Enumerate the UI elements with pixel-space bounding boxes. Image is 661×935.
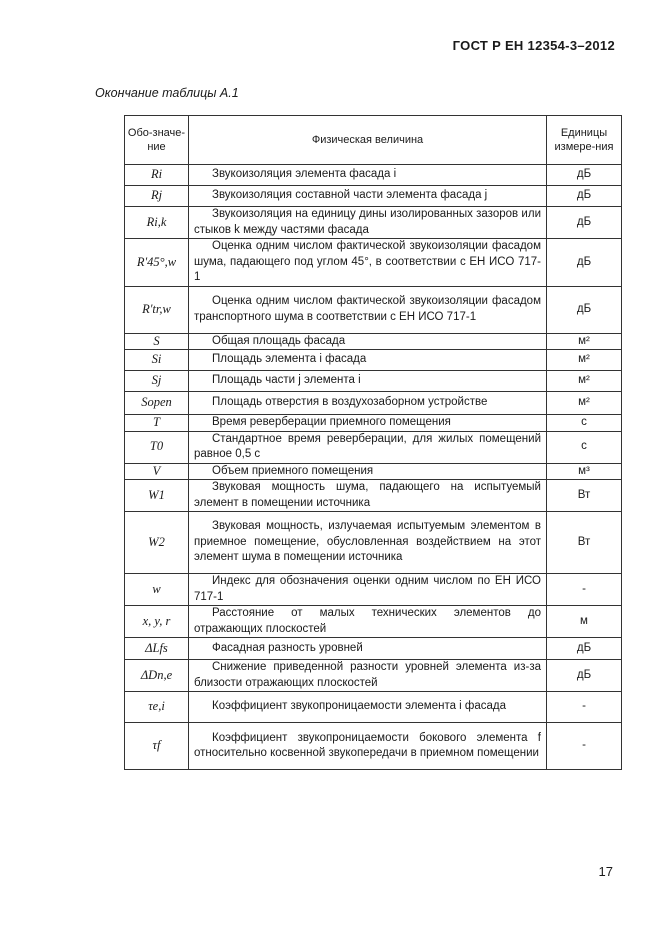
unit-cell: дБ: [547, 660, 622, 692]
description-cell: Индекс для обозначения оценки одним числом по ЕН ИСО 717-1: [189, 574, 547, 606]
description-cell: Площадь отверстия в воздухозаборном устройстве: [189, 392, 547, 415]
header-quantity: Физическая величина: [189, 116, 547, 165]
description-cell: Фасадная разность уровней: [189, 638, 547, 660]
symbol-cell: ΔDn,e: [125, 660, 189, 692]
description-cell: Площадь элемента i фасада: [189, 350, 547, 371]
table-row: [125, 350, 622, 371]
table-row: [125, 371, 622, 392]
table-row: [125, 723, 622, 770]
table-header-row: [125, 116, 622, 165]
symbol-cell: w: [125, 574, 189, 606]
description-cell: Звуковая мощность шума, падающего на испытуемый элемент в помещении источника: [189, 480, 547, 512]
table-caption: Окончание таблицы А.1: [95, 86, 239, 100]
unit-cell: м²: [547, 350, 622, 371]
symbol-cell: Ri: [125, 165, 189, 186]
description-cell: Стандартное время реверберации, для жилых помещений равное 0,5 с: [189, 431, 547, 463]
description-cell: Объем приемного помещения: [189, 463, 547, 480]
unit-cell: м²: [547, 333, 622, 350]
unit-cell: с: [547, 415, 622, 432]
symbol-cell: R'tr,w: [125, 286, 189, 333]
unit-cell: м³: [547, 463, 622, 480]
symbol-cell: W2: [125, 512, 189, 574]
symbol-cell: ΔLfs: [125, 638, 189, 660]
page-number: 17: [598, 864, 613, 879]
table-row: [125, 480, 622, 512]
description-cell: Звукоизоляция составной части элемента фасада j: [189, 186, 547, 207]
description-cell: Снижение приведенной разности уровней элемента из-за близости отражающих плоскостей: [189, 660, 547, 692]
header-symbol: Обо-значе-ние: [125, 116, 189, 165]
table-row: [125, 431, 622, 463]
symbol-cell: S: [125, 333, 189, 350]
table-row: [125, 207, 622, 239]
table-row: [125, 692, 622, 723]
table-row: [125, 463, 622, 480]
unit-cell: м²: [547, 392, 622, 415]
symbol-cell: Sopen: [125, 392, 189, 415]
description-cell: Коэффициент звукопроницаемости элемента i фасада: [189, 692, 547, 723]
unit-cell: -: [547, 692, 622, 723]
document-header: ГОСТ Р ЕН 12354-3–2012: [452, 38, 615, 53]
symbol-cell: W1: [125, 480, 189, 512]
table-row: [125, 286, 622, 333]
description-cell: Время реверберации приемного помещения: [189, 415, 547, 432]
unit-cell: -: [547, 574, 622, 606]
description-cell: Общая площадь фасада: [189, 333, 547, 350]
table-row: [125, 415, 622, 432]
unit-cell: -: [547, 723, 622, 770]
unit-cell: дБ: [547, 638, 622, 660]
table-row: [125, 186, 622, 207]
unit-cell: м: [547, 606, 622, 638]
unit-cell: дБ: [547, 165, 622, 186]
description-cell: Звукоизоляция элемента фасада i: [189, 165, 547, 186]
table-row: [125, 606, 622, 638]
symbol-cell: Rj: [125, 186, 189, 207]
symbol-cell: T0: [125, 431, 189, 463]
unit-cell: дБ: [547, 207, 622, 239]
table-row: [125, 660, 622, 692]
unit-cell: дБ: [547, 239, 622, 287]
unit-cell: с: [547, 431, 622, 463]
description-cell: Звуковая мощность, излучаемая испытуемым элементом в приемное помещение, обусловленная воздействием на этот элемент шума в помещении источника: [189, 512, 547, 574]
table-row: [125, 512, 622, 574]
table-row: [125, 165, 622, 186]
unit-cell: Вт: [547, 512, 622, 574]
symbol-cell: Si: [125, 350, 189, 371]
description-cell: Оценка одним числом фактической звукоизоляции фасадом транспортного шума в соответствии с ЕН ИСО 717-1: [189, 286, 547, 333]
unit-cell: дБ: [547, 186, 622, 207]
unit-cell: дБ: [547, 286, 622, 333]
symbols-table: [124, 115, 622, 770]
symbol-cell: V: [125, 463, 189, 480]
symbol-cell: Sj: [125, 371, 189, 392]
table-row: [125, 239, 622, 287]
unit-cell: м²: [547, 371, 622, 392]
description-cell: Коэффициент звукопроницаемости бокового элемента f относительно косвенной звукопередачи в приемном помещении: [189, 723, 547, 770]
table-row: [125, 392, 622, 415]
description-cell: Оценка одним числом фактической звукоизоляции фасадом шума, падающего под углом 45°, в соответствии с ЕН ИСО 717-1: [189, 239, 547, 287]
symbol-cell: τf: [125, 723, 189, 770]
symbol-cell: T: [125, 415, 189, 432]
table-row: [125, 333, 622, 350]
table-row: [125, 638, 622, 660]
header-units: Единицы измере-ния: [547, 116, 622, 165]
table-row: [125, 574, 622, 606]
symbol-cell: Ri,k: [125, 207, 189, 239]
symbol-cell: τe,i: [125, 692, 189, 723]
description-cell: Звукоизоляция на единицу дины изолированных зазоров или стыков k между частями фасада: [189, 207, 547, 239]
symbol-cell: R'45°,w: [125, 239, 189, 287]
description-cell: Расстояние от малых технических элементов до отражающих плоскостей: [189, 606, 547, 638]
description-cell: Площадь части j элемента i: [189, 371, 547, 392]
unit-cell: Вт: [547, 480, 622, 512]
symbol-cell: x, y, r: [125, 606, 189, 638]
